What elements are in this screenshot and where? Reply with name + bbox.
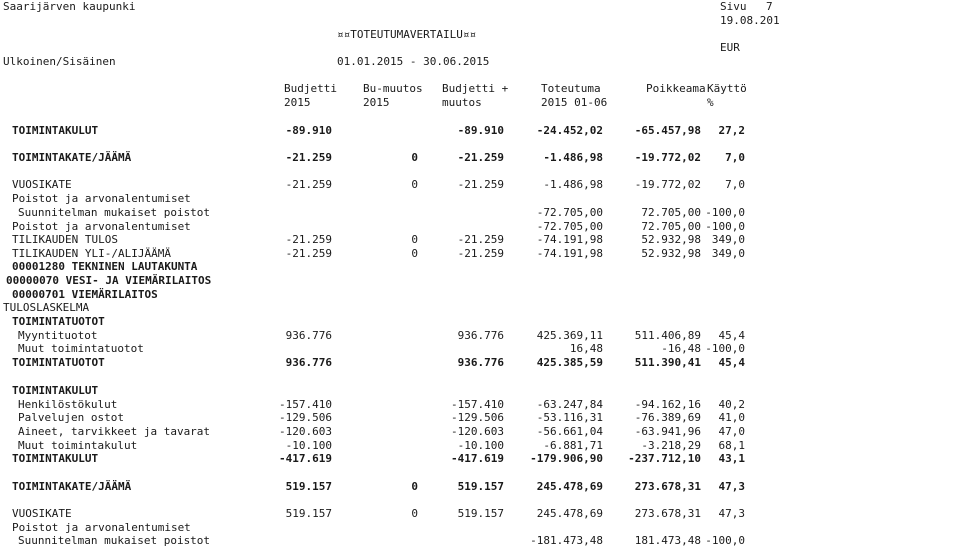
row-label: Muut toimintatuotot <box>18 342 144 355</box>
row-label: VUOSIKATE <box>12 178 72 191</box>
deviation-cell: 52.932,98 <box>641 247 701 260</box>
budget-cell: 519.157 <box>285 507 332 520</box>
actual-cell: -53.116,31 <box>536 411 603 424</box>
table-row <box>0 439 960 452</box>
table-row <box>0 398 960 411</box>
change-cell: 0 <box>411 178 418 191</box>
table-row <box>0 151 960 164</box>
table-row <box>0 411 960 424</box>
actual-cell: -1.486,98 <box>543 178 603 191</box>
change-cell: 0 <box>411 233 418 246</box>
table-row <box>0 233 960 246</box>
col-budget-plus-subheader: muutos <box>442 96 482 109</box>
row-label: 00000070 VESI- JA VIEMÄRILAITOS <box>6 274 212 287</box>
usage-cell: 47,0 <box>718 425 745 438</box>
deviation-cell: -63.941,96 <box>634 425 701 438</box>
change-cell: 0 <box>411 480 418 493</box>
actual-cell: -72.705,00 <box>536 206 603 219</box>
usage-cell: 40,2 <box>718 398 745 411</box>
budget-cell: -157.410 <box>279 398 332 411</box>
table-row <box>0 452 960 465</box>
usage-cell: 68,1 <box>718 439 745 452</box>
deviation-cell: -3.218,29 <box>641 439 701 452</box>
actual-cell: -74.191,98 <box>536 247 603 260</box>
scope-label: Ulkoinen/Sisäinen <box>3 55 116 68</box>
budget-plus-cell: 519.157 <box>457 507 504 520</box>
budget-cell: -21.259 <box>285 233 332 246</box>
budget-plus-cell: 936.776 <box>457 329 504 342</box>
budget-plus-cell: 519.157 <box>457 480 504 493</box>
budget-cell: -120.603 <box>279 425 332 438</box>
deviation-cell: -19.772,02 <box>634 178 701 191</box>
budget-plus-cell: -21.259 <box>457 233 504 246</box>
deviation-cell: 181.473,48 <box>634 534 701 547</box>
table-row <box>0 124 960 137</box>
deviation-cell: 273.678,31 <box>634 480 701 493</box>
budget-plus-cell: -10.100 <box>457 439 504 452</box>
table-row <box>0 480 960 493</box>
deviation-cell: -65.457,98 <box>634 124 701 137</box>
row-label: TOIMINTAKATE/JÄÄMÄ <box>12 151 132 164</box>
row-label: TOIMINTAKATE/JÄÄMÄ <box>12 480 132 493</box>
row-label: Poistot ja arvonalentumiset <box>12 192 191 205</box>
deviation-cell: 511.390,41 <box>634 356 701 369</box>
row-label: Poistot ja arvonalentumiset <box>12 220 191 233</box>
row-label: Suunnitelman mukaiset poistot <box>18 206 211 219</box>
actual-cell: 425.369,11 <box>536 329 603 342</box>
actual-cell: 16,48 <box>569 342 603 355</box>
col-usage-subheader: % <box>707 96 714 109</box>
table-row <box>0 329 960 342</box>
budget-plus-cell: -21.259 <box>457 247 504 260</box>
table-row <box>0 220 960 233</box>
row-label: 00001280 TEKNINEN LAUTAKUNTA <box>12 260 198 273</box>
report-date: 19.08.201 <box>720 14 780 27</box>
row-label: VUOSIKATE <box>12 507 72 520</box>
deviation-cell: -19.772,02 <box>634 151 701 164</box>
table-row <box>0 342 960 355</box>
table-row <box>0 315 960 328</box>
col-budget-header: Budjetti <box>284 82 337 95</box>
budget-plus-cell: -157.410 <box>451 398 504 411</box>
row-label: Henkilöstökulut <box>18 398 118 411</box>
table-row <box>0 247 960 260</box>
usage-cell: 7,0 <box>725 151 745 164</box>
period-range: 01.01.2015 - 30.06.2015 <box>337 55 490 68</box>
actual-cell: 245.478,69 <box>536 507 603 520</box>
usage-cell: 349,0 <box>711 233 745 246</box>
usage-cell: -100,0 <box>705 206 745 219</box>
table-row <box>0 521 960 534</box>
row-label: TILIKAUDEN TULOS <box>12 233 118 246</box>
actual-cell: -74.191,98 <box>536 233 603 246</box>
actual-cell: 425.385,59 <box>536 356 603 369</box>
usage-cell: 45,4 <box>718 329 745 342</box>
change-cell: 0 <box>411 507 418 520</box>
actual-cell: -1.486,98 <box>543 151 603 164</box>
budget-cell: 936.776 <box>285 329 332 342</box>
budget-cell: 519.157 <box>285 480 332 493</box>
budget-cell: -417.619 <box>279 452 332 465</box>
actual-cell: -24.452,02 <box>536 124 603 137</box>
row-label: TOIMINTATUOTOT <box>12 315 105 328</box>
row-label: TULOSLASKELMA <box>3 301 90 314</box>
usage-cell: 27,2 <box>718 124 745 137</box>
usage-cell: 349,0 <box>711 247 745 260</box>
actual-cell: -72.705,00 <box>536 220 603 233</box>
budget-plus-cell: -417.619 <box>451 452 504 465</box>
change-cell: 0 <box>411 247 418 260</box>
budget-cell: -10.100 <box>285 439 332 452</box>
col-budget-plus-header: Budjetti + <box>442 82 509 95</box>
row-label: Muut toimintakulut <box>18 439 138 452</box>
deviation-cell: -76.389,69 <box>634 411 701 424</box>
col-usage-header: Käyttö <box>707 82 747 95</box>
budget-cell: 936.776 <box>285 356 332 369</box>
usage-cell: 47,3 <box>718 507 745 520</box>
deviation-cell: -94.162,16 <box>634 398 701 411</box>
budget-plus-cell: 936.776 <box>457 356 504 369</box>
table-row <box>0 178 960 191</box>
usage-cell: -100,0 <box>705 220 745 233</box>
page-label: Sivu <box>720 0 747 13</box>
budget-cell: -21.259 <box>285 178 332 191</box>
actual-cell: -56.661,04 <box>536 425 603 438</box>
actual-cell: -63.247,84 <box>536 398 603 411</box>
usage-cell: 43,1 <box>718 452 745 465</box>
row-label: 00000701 VIEMÄRILAITOS <box>12 288 158 301</box>
deviation-cell: 273.678,31 <box>634 507 701 520</box>
budget-cell: -89.910 <box>285 124 332 137</box>
col-actual-header: Toteutuma <box>541 82 601 95</box>
actual-cell: 245.478,69 <box>536 480 603 493</box>
actual-cell: -6.881,71 <box>543 439 603 452</box>
row-label: TOIMINTAKULUT <box>12 124 99 137</box>
usage-cell: 41,0 <box>718 411 745 424</box>
usage-cell: 47,3 <box>718 480 745 493</box>
table-row <box>0 206 960 219</box>
change-cell: 0 <box>411 151 418 164</box>
col-change-header: Bu-muutos <box>363 82 423 95</box>
budget-cell: -21.259 <box>285 247 332 260</box>
org-name: Saarijärven kaupunki <box>3 0 136 13</box>
table-row <box>0 384 960 397</box>
table-row <box>0 356 960 369</box>
col-change-subheader: 2015 <box>363 96 390 109</box>
row-label: Palvelujen ostot <box>18 411 124 424</box>
row-label: TILIKAUDEN YLI-/ALIJÄÄMÄ <box>12 247 171 260</box>
row-label: Suunnitelman mukaiset poistot <box>18 534 211 547</box>
table-row <box>0 425 960 438</box>
row-label: Poistot ja arvonalentumiset <box>12 521 191 534</box>
table-row <box>0 192 960 205</box>
budget-cell: -129.506 <box>279 411 332 424</box>
deviation-cell: 52.932,98 <box>641 233 701 246</box>
table-row <box>0 274 960 287</box>
deviation-cell: 511.406,89 <box>634 329 701 342</box>
budget-plus-cell: -120.603 <box>451 425 504 438</box>
usage-cell: 7,0 <box>725 178 745 191</box>
col-actual-subheader: 2015 01-06 <box>541 96 608 109</box>
usage-cell: -100,0 <box>705 342 745 355</box>
budget-cell: -21.259 <box>285 151 332 164</box>
usage-cell: -100,0 <box>705 534 745 547</box>
budget-plus-cell: -21.259 <box>457 151 504 164</box>
budget-plus-cell: -21.259 <box>457 178 504 191</box>
row-label: Myyntituotot <box>18 329 98 342</box>
deviation-cell: 72.705,00 <box>641 220 701 233</box>
table-row <box>0 534 960 547</box>
col-budget-subheader: 2015 <box>284 96 311 109</box>
row-label: TOIMINTAKULUT <box>12 452 99 465</box>
row-label: TOIMINTAKULUT <box>12 384 99 397</box>
usage-cell: 45,4 <box>718 356 745 369</box>
row-label: TOIMINTATUOTOT <box>12 356 105 369</box>
deviation-cell: -16,48 <box>661 342 701 355</box>
budget-plus-cell: -129.506 <box>451 411 504 424</box>
budget-plus-cell: -89.910 <box>457 124 504 137</box>
report-title: ¤¤TOTEUTUMAVERTAILU¤¤ <box>337 28 477 41</box>
deviation-cell: 72.705,00 <box>641 206 701 219</box>
table-row <box>0 260 960 273</box>
table-row <box>0 301 960 314</box>
table-row <box>0 288 960 301</box>
actual-cell: -181.473,48 <box>530 534 603 547</box>
deviation-cell: -237.712,10 <box>628 452 701 465</box>
col-deviation-header: Poikkeama <box>646 82 706 95</box>
page-number: 7 <box>766 0 773 13</box>
row-label: Aineet, tarvikkeet ja tavarat <box>18 425 211 438</box>
currency-label: EUR <box>720 41 740 54</box>
table-row <box>0 507 960 520</box>
actual-cell: -179.906,90 <box>530 452 603 465</box>
